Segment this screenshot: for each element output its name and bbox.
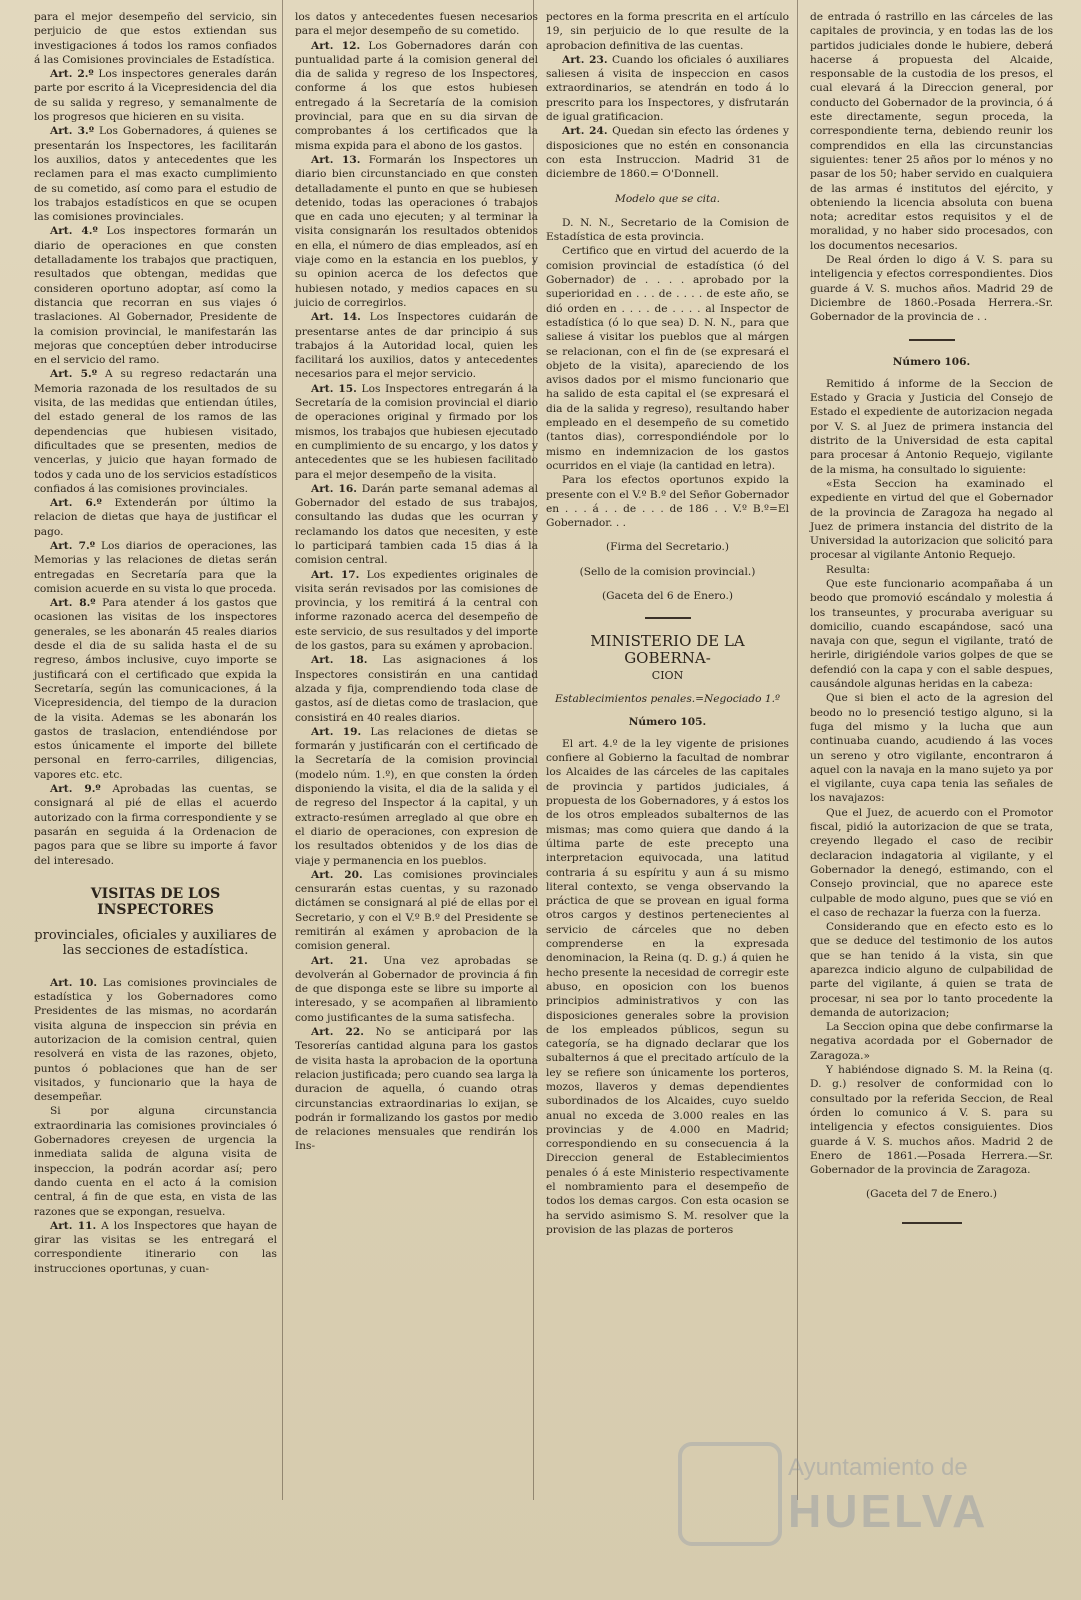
article-heading: Art. 24. (562, 125, 608, 138)
separator (902, 1222, 962, 1224)
article-text: Las relaciones de dietas se formarán y justificarán con el certificado de la Secretaría de la comision provincial (modelo núm. 1.º), en que consten la órden disponiendo la visita, el dia de la salida y el de regreso del Inspector á la capital, y un extracto-resúmen arreglado al que obre en el diario de operaciones, con expresion de los resultados obtenidos y de los dias de viaje y permanencia en los pueblos. (295, 725, 538, 867)
article-text: Los Inspectores entregarán á la Secretaría de la comision provincial el diario de operaciones original y firmado por los mismos, los trabajos que hubiesen ejecutado en cumplimiento de su encargo, y los datos y antecedentes que se les hubiesen facilitado para el mejor desempeño de la visita. (295, 382, 538, 481)
number-heading: Número 105. (628, 715, 707, 728)
article (295, 725, 538, 868)
paragraph: Remitido á informe de la Seccion de Estado y Gracia y Justicia del Consejo de Estado el expediente de autorizacion negada por V. S. al Juez de primera instancia del distrito de la Universidad de esta capital para procesar á Antonio Requejo, vigilante de la misma, ha consultado lo siguiente: (810, 377, 1053, 476)
article-heading: Art. 8.º (50, 597, 96, 610)
article (34, 782, 277, 868)
separator (909, 339, 955, 341)
article-text: Una vez aprobadas se devolverán al Gobernador de provincia á fin de que disponga este se libre su importe al interesado, y se acompañen al libramiento como justificantes de la suma satisfecha. (295, 954, 538, 1024)
article (34, 67, 277, 124)
paragraph: Que este funcionario acompañaba á un beodo que promovió escándalo y molestia á los transeuntes, y procuraba averiguar su domicilio, cuando escapándose, sacó una navaja con que, segun el vigilante, trató de herirle, dirigiéndole varios golpes de que se defendió con la capa y con el sable despues, causándole algunas heridas en la cabeza: (810, 577, 1053, 691)
article-heading: Art. 23. (562, 53, 608, 66)
article-heading: Art. 19. (311, 725, 362, 738)
article-heading: Art. 13. (311, 153, 361, 166)
article-text: Los expedientes originales de visita serán revisados por las comisiones de provincia, y los remitirá á la central con informe razonado acerca del desempeño de este servicio, de sus resultados y del importe de los gastos, para su exámen y aprobacion. (295, 568, 538, 653)
paragraph: Que si bien el acto de la agresion del beodo no lo presenció testigo alguno, si la fuga del mismo y la lucha que aun continuaba cuando, acudiendo á las voces un sereno y otro vigilante, encontraron á aquel con la navaja en la mano sujeto ya por el vigilante, cuya capa tenia las señales de los navajazos: (810, 692, 1053, 805)
column-rule (797, 0, 798, 1500)
article (295, 1025, 538, 1154)
article-text: Para atender á los gastos que ocasionen las visitas de los inspectores generales, se les abonarán 45 reales diarios desde el dia de su salida hasta el de su regreso, ámbos inclusive, cuyo importe se justificará con el certificado que expida la Secretaría, según las comunicaciones, á la Vicepresidencia, del tiempo de la duracion de la visita. Ademas se les abonarán los gastos de traslacion, entendiéndose por estos únicamente el importe del billete personal en ferro-carriles, diligencias, vapores etc. etc. (34, 597, 277, 781)
article-text: No se anticipará por las Tesorerías cantidad alguna para los gastos de visita hasta la aprobacion de la oportuna relacion justificada; pero cuando sea larga la duracion de aquella, ó cuando otras circunstancias extraordinarias lo exijan, se podrán ir formalizando los gastos por medio de relaciones mensuales que rendirán los Ins- (295, 1026, 538, 1153)
paragraph: pectores en la forma prescrita en el artículo 19, sin perjuicio de lo que resulte de la aprobacion definitiva de las cuentas. (546, 11, 789, 52)
paragraph: Considerando que en efecto esto es lo que se deduce del testimonio de los autos que se han tenido á la vista, sin que aparezca indicio alguno de culpabilidad de parte del vigilante, á quien se trata de procesar, ni sea por lo tanto procedente la demanda de autorizacion; (810, 921, 1053, 1019)
article (295, 153, 538, 310)
column-3 (546, 10, 789, 1237)
article-text: Los Gobernadores darán con puntualidad parte á la comision general del dia de salida y regreso de los Inspectores, conforme á los que estos hubiesen entregado á la Secretaría de la comision provincial, para que en su dia sirvan de comprobantes á los certificados que la misma expida para el abono de los gastos. (295, 39, 538, 152)
article-text: Darán parte semanal ademas al Gobernador del estado de sus trabajos, consultando las dudas que les ocurran y reclamando los datos que necesiten, y este lo participará tambien cada 15 dias á la comision central. (295, 482, 538, 567)
article (34, 1219, 277, 1276)
separator (645, 617, 691, 619)
article (34, 124, 277, 224)
article-text: Formarán los Inspectores un diario bien circunstanciado en que consten detalladamente el punto en que se hubiesen detenido, todas las operaciones ó trabajos que en cada uno ejecuten; y al terminar la visita consignarán los resultados obtenidos en ella, el número de dias empleados, así en viaje como en la estancia en los pueblos, y su opinion acerca de los defectos que hubiesen notado, y medios capaces en su juicio de corregirlos. (295, 153, 538, 309)
article-text: Los Gobernadores, á quienes se presentarán los Inspectores, les facilitarán los auxilios, datos y antecedentes que les reclamen para el mas exacto cumplimiento de su cometido, así como para el estudio de los trabajos estadísticos en que se ocupen las comisiones provinciales. (34, 125, 277, 224)
article-text: Las comisiones provinciales censurarán estas cuentas, y su razonado dictámen se consignará al pié de ellas por el Secretario, y con el V.º B.º del Presidente se remitirán al exámen y aprobacion de la comision general. (295, 868, 538, 953)
paragraph: «Esta Seccion ha examinado el expediente en virtud del que el Gobernador de la provincia de Zaragoza ha negado al Juez de primera instancia del distrito de la Universidad la autorizacion que solicitó para procesar al vigilante Antonio Requejo. (810, 477, 1053, 562)
article (295, 482, 538, 568)
paragraph: La Seccion opina que debe confirmarse la negativa acordada por el Gobernador de Zaragoza.» (810, 1021, 1053, 1062)
article-heading: Art. 22. (311, 1026, 364, 1039)
article (295, 382, 538, 482)
article-text: Los inspectores generales darán parte por escrito á la Vicepresidencia del dia de su salida y regreso, y semanalmente de los progresos que hicieren en su visita. (34, 68, 277, 124)
paragraph: de entrada ó rastrillo en las cárceles de las capitales de provincia, y en todas las de los partidos judiciales donde le hubiere, deberá hacerse á propuesta del Alcaide, responsable de la custodia de los presos, el cual elevará á la Direccion general, por conducto del Gobernador de la provincia, ó á este directamente, segun proceda, la correspondiente terna, debiendo reunir los comprendidos en ella las circunstancias siguientes: tener 25 años por lo ménos y no pasar de los 50; haber servido en cualquiera de las armas é institutos del ejército, y obteniendo la licencia absoluta con buena nota; acreditar estos requisitos y el de moralidad, y no haber sido procesados, con los documentos necesarios. (810, 11, 1053, 252)
article (34, 224, 277, 367)
article-text: Los Inspectores cuidarán de presentarse antes de dar principio á sus trabajos á la Autoridad local, quien les facilitará los auxilios, datos y antecedentes necesarios para el mejor servicio. (295, 311, 538, 381)
article (546, 53, 789, 124)
article-heading: Art. 9.º (50, 783, 101, 796)
article (295, 868, 538, 954)
paragraph: Si por alguna circunstancia extraordinaria las comisiones provinciales ó Gobernadores creyesen de urgencia la inmediata salida de alguna visita de inspeccion, la podrán acordar así; pero dando cuenta en el acto á la comision central, á fin de que esta, en vista de las razones que se expongan, resuelva. (34, 1105, 277, 1218)
article-text: Las asignaciones á los Inspectores consistirán en una cantidad alzada y fija, comprendiendo toda clase de gastos, así de dietas como de traslacion, que consistirá en 40 reales diarios. (295, 654, 538, 724)
gazette-note: (Gaceta del 7 de Enero.) (866, 1188, 997, 1201)
column-2 (295, 10, 538, 1154)
paragraph: Que el Juez, de acuerdo con el Promotor fiscal, pidió la autorizacion de que se trata, creyendo llegado el caso de recibir declaracion indagatoria al vigilante, y el Gobernador la denegó, estimando, con el Consejo provincial, que no aparece este culpable de modo alguno, pues que se vió en el caso de rechazar la fuerza con la fuerza. (810, 806, 1053, 919)
article (546, 124, 789, 181)
article-heading: Art. 7.º (50, 539, 96, 552)
number-heading: Número 106. (892, 355, 971, 368)
watermark-line: Ayuntamiento de (788, 1454, 968, 1481)
article (295, 954, 538, 1025)
column-rule (282, 0, 283, 1500)
section-title: VISITAS DE LOS INSPECTORES (90, 885, 221, 918)
seal-note: (Sello de la comision provincial.) (579, 565, 756, 578)
article-heading: Art. 4.º (50, 225, 98, 238)
article-heading: Art. 12. (311, 39, 361, 52)
article-heading: Art. 11. (50, 1219, 97, 1232)
article-heading: Art. 16. (311, 482, 357, 495)
paragraph: De Real órden lo digo á V. S. para su inteligencia y efectos correspondientes. Dios guarde á V. S. muchos años. Madrid 29 de Diciembre de 1860.-Posada Herrera.-Sr. Gobernador de la provincia de . . (810, 254, 1053, 324)
model-heading: Modelo que se cita. (615, 192, 720, 205)
article-text: Extenderán por último la relacion de dietas que haya de justificar el pago. (34, 497, 277, 538)
paragraph: Para los efectos oportunos expido la presente con el V.º B.º del Señor Gobernador en . . . á . . de . . . de 186 . . V.º B.º=El Gobernador. . . (546, 474, 789, 530)
paragraph: los datos y antecedentes fuesen necesarios para el mejor desempeño de su cometido. (295, 11, 538, 38)
paragraph: El art. 4.º de la ley vigente de prisiones confiere al Gobierno la facultad de nombrar los Alcaides de las cárceles de las capitales de provincia y partidos judiciales, á propuesta de los Gobernadores, y á estos los de los otros empleados subalternos de las mismas; mas como quiera que dando á la última parte de este precepto una interpretacion equivocada, una latitud contraria á su espíritu y aun á su mismo literal contexto, se venga observando la práctica de que se provean en igual forma otros cargos y destinos pertenecientes al servicio de cárceles que no deben comprenderse en la expresada denominacion, la Reina (q. D. g.) á quien he hecho presente la necesidad de corregir este abuso, en oposicion con los buenos principios administrativos y con las disposiciones generales sobre la provision de los empleados públicos, segun su categoría, se ha dignado declarar que los subalternos á que el precitado artículo de la ley se refiere son únicamente los porteros, mozos, llaveros y demas dependientes subordinados de los Alcaides, cuyo sueldo anual no exceda de 3.000 reales en las provincias y de 4.000 en Madrid; correspondiendo en su consecuencia á la Direccion general de Establecimientos penales ó á este Ministerio respectivamente el nombramiento para el desempeño de todos los demas cargos. Con esta ocasion se ha servido asimismo S. M. resolver que la provision de las plazas de porteros (546, 737, 789, 1236)
section-subtitle: provinciales, oficiales y auxiliares de las secciones de estadística. (34, 927, 277, 958)
article-heading: Art. 6.º (50, 497, 102, 510)
paragraph: para el mejor desempeño del servicio, sin perjuicio de que estos extiendan sus investigaciones á todos los ramos confiados á las Comisiones provinciales de Estadística. (34, 11, 277, 66)
paragraph: Certifico que en virtud del acuerdo de la comision provincial de estadística (ó del Gobernador) de . . . . aprobado por la superioridad en . . . de . . . . de este año, se dió orden en . . . . de . . . . al Inspector de estadística (ó lo que sea) D. N. N., para que saliese á visitar los pueblos que al márgen se relacionan, con el fin de (se expresará el objeto de la visita), apareciendo de los avisos dados por el mismo funcionario que ha salido de esta capital el (se expresará el dia de la salida y regreso), resultando haber empleado en el desempeño de su cometido (tantos dias), correspondiéndole por lo mismo en indemnizacion de los gastos ocurridos en el viaje (la cantidad en letra). (546, 245, 789, 472)
article-heading: Art. 15. (311, 382, 357, 395)
gazette-note: (Gaceta del 6 de Enero.) (602, 589, 733, 602)
column-4 (810, 10, 1053, 1244)
article-heading: Art. 5.º (50, 368, 97, 381)
article (295, 568, 538, 654)
article-text: Las comisiones provinciales de estadística y los Gobernadores como Presidentes de las mismas, no acordarán visita alguna de inspeccion sin prévia en autorizacion de la comision central, quien resolverá en vista de las razones, objeto, puntos ó poblaciones que han de ser visitados, y funcionario que la haya de desempeñar. (34, 976, 277, 1104)
ministry-title (546, 633, 789, 684)
subsection-title: Establecimientos penales.=Negociado 1.º (555, 693, 780, 706)
column-1 (34, 10, 277, 1276)
article-heading: Art. 21. (311, 954, 368, 967)
article-text: A su regreso redactarán una Memoria razonada de los resultados de su visita, de las medidas que entiendan útiles, del estado general de los ramos de las dependencias que hubiesen visitado, dificultades que se presenten, medios de vencerlas, y juicio que hayan formado de todos y cada uno de los servicios estadísticos confiados á las comisiones provinciales. (34, 368, 277, 495)
article-text: Aprobadas las cuentas, se consignará al pié de ellas el acuerdo autorizado con la firma correspondiente y se pasarán en seguida á la Ordenacion de pagos para que se libre su importe á favor del interesado. (34, 783, 277, 867)
article-heading: Art. 10. (50, 976, 98, 989)
paragraph: Y habiéndose dignado S. M. la Reina (q. D. g.) resolver de conformidad con lo consultado por la referida Seccion, de Real órden lo comunico á V. S. para su inteligencia y efectos consiguientes. Dios guarde á V. S. muchos años. Madrid 2 de Enero de 1861.—Posada Herrera.—Sr. Gobernador de la provincia de Zaragoza. (810, 1064, 1053, 1177)
article (34, 367, 277, 496)
ministry-title-line: MINISTERIO DE LA GOBERNA- (590, 632, 745, 668)
article-heading: Art. 20. (311, 868, 363, 881)
article (34, 539, 277, 596)
article (295, 310, 538, 381)
article-text: Los diarios de operaciones, las Memorias y las relaciones de dietas serán entregadas en Secretaría para que la comision acuerde en su vista lo que proceda. (34, 539, 277, 595)
article-heading: Art. 2.º (50, 68, 94, 81)
paragraph: Resulta: (826, 563, 871, 576)
article-heading: Art. 18. (311, 654, 368, 667)
article-text: A los Inspectores que hayan de girar las visitas se les entregará el correspondiente itinerario con las instrucciones oportunas, y cuan- (34, 1219, 277, 1275)
ministry-title-line: CION (651, 669, 684, 683)
article (34, 496, 277, 539)
article-text: Los inspectores formarán un diario de operaciones en que consten detalladamente los trabajos que practiquen, resultados que obtengan, medidas que consideren oportuno adoptar, así como la distancia que recorran en sus viajes ó traslaciones. Al Gobernador, Presidente de la comision provincial, le manifestarán las mejoras que conceptúen deber introducirse en el servicio del ramo. (34, 225, 278, 367)
article (295, 39, 538, 153)
city-crest-icon (678, 1442, 782, 1546)
article-heading: Art. 3.º (50, 125, 95, 138)
article (295, 653, 538, 724)
article-heading: Art. 17. (311, 568, 360, 581)
signature-note: (Firma del Secretario.) (606, 541, 729, 554)
article (34, 596, 277, 782)
article-text: Quedan sin efecto las órdenes y disposiciones que no estén en consonancia con esta Instruccion. Madrid 31 de diciembre de 1860.= O'Donnell. (546, 125, 789, 181)
article-heading: Art. 14. (311, 311, 361, 324)
paragraph: D. N. N., Secretario de la Comision de Estadística de esta provincia. (546, 216, 789, 244)
article (34, 976, 277, 1105)
archive-watermark (678, 1436, 1028, 1546)
article-text: Cuando los oficiales ó auxiliares saliesen á visita de inspeccion en casos extraordinarios, se atendrán en todo á lo prescrito para los Inspectores, y disfrutarán de igual gratificacion. (546, 53, 789, 124)
watermark-line: HUELVA (788, 1485, 989, 1537)
